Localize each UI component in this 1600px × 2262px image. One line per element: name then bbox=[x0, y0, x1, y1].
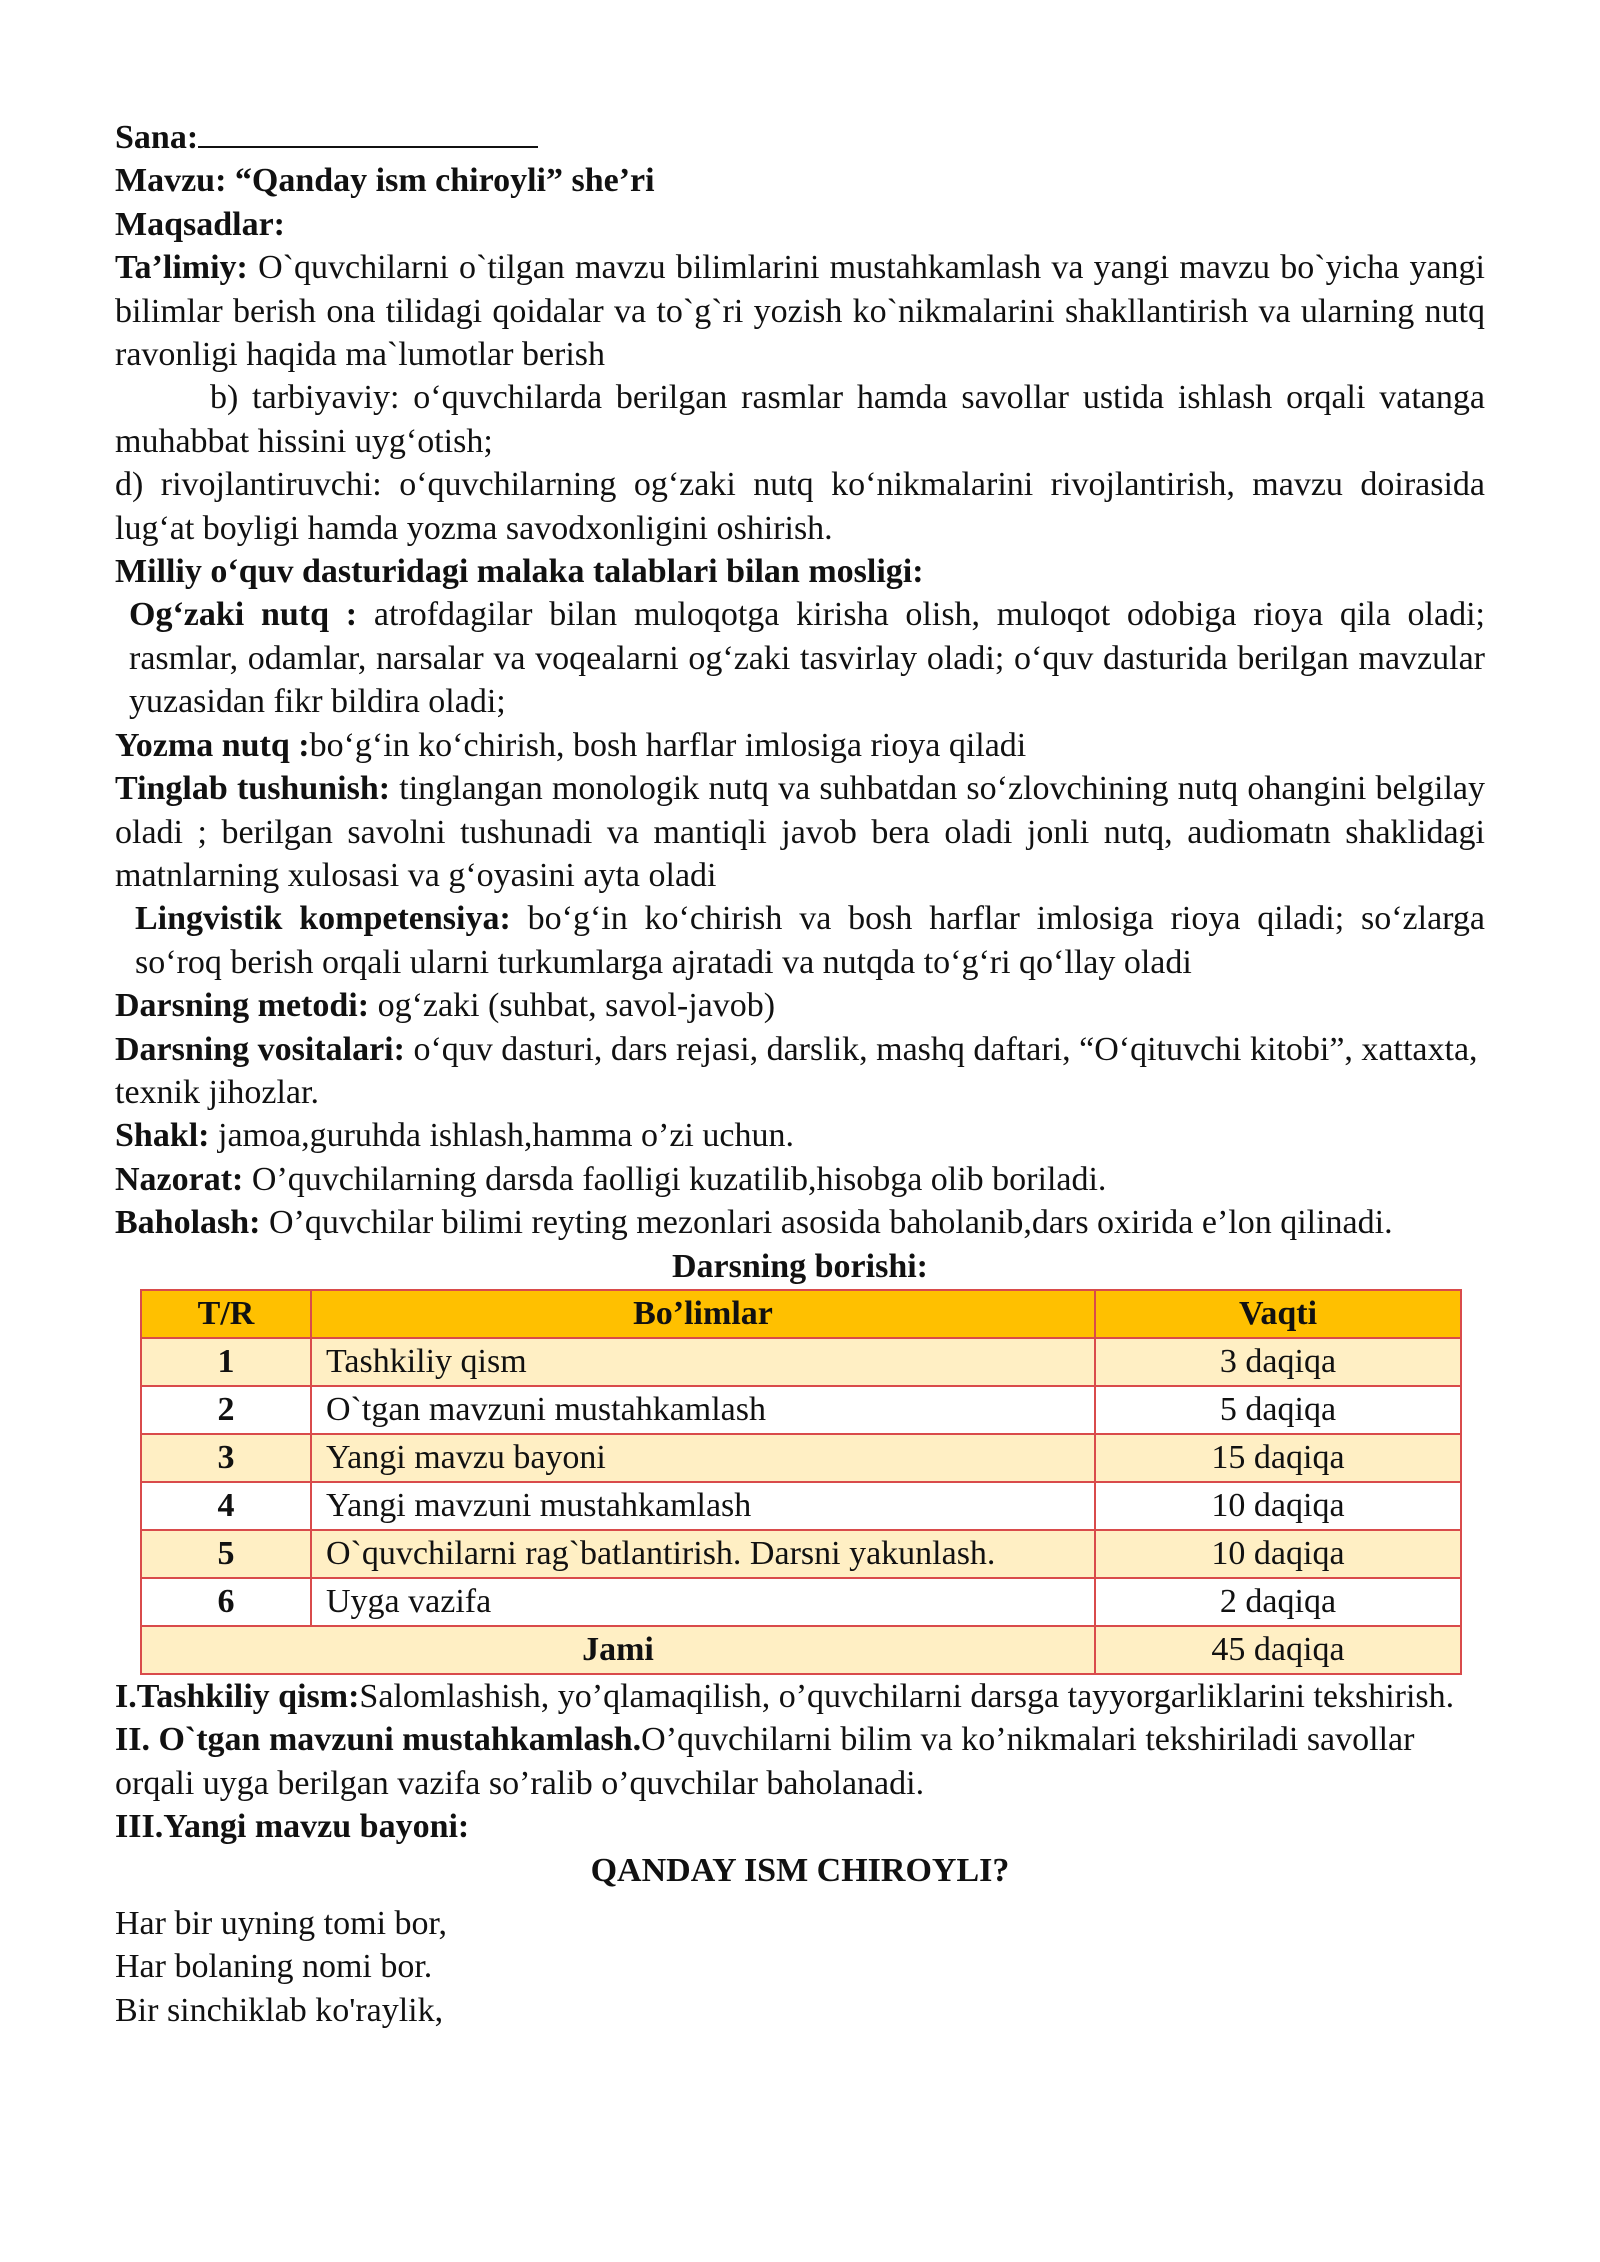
nazorat-text: O’quvchilarning darsda faolligi kuzatilib,hisobga olib boriladi. bbox=[243, 1160, 1107, 1198]
vosita-text: o‘quv dasturi, dars rejasi, darslik, mashq daftari, “O‘qituvchi kitobi”, xattaxta, texnik jihozlar. bbox=[115, 1030, 1478, 1111]
row-number: 1 bbox=[141, 1338, 311, 1386]
tinglab-label: Tinglab tushunish: bbox=[115, 770, 391, 808]
total-time: 45 daqiqa bbox=[1095, 1626, 1461, 1674]
row-section: Yangi mavzuni mustahkamlash bbox=[311, 1482, 1095, 1530]
row-time: 2 daqiqa bbox=[1095, 1578, 1461, 1626]
tinglab-text: tinglangan monologik nutq va suhbatdan so‘zlovchining nutq ohangini belgilay oladi ; berilgan savolni tushunadi va mantiqli javob bera oladi jonli nutq, audiomatn shaklidagi matnlarning xulosasi va g‘oyasini ayta oladi bbox=[115, 770, 1486, 894]
row-number: 6 bbox=[141, 1578, 311, 1626]
shakl-text: jamoa,guruhda ishlash,hamma o’zi uchun. bbox=[209, 1117, 794, 1155]
ogzaki-label: Og‘zaki nutq : bbox=[129, 596, 358, 634]
plan-title: Darsning borishi: bbox=[672, 1247, 928, 1285]
row-time: 3 daqiqa bbox=[1095, 1338, 1461, 1386]
row-time: 5 daqiqa bbox=[1095, 1386, 1461, 1434]
row-time: 10 daqiqa bbox=[1095, 1530, 1461, 1578]
row-section: O`quvchilarni rag`batlantirish. Darsni yakunlash. bbox=[311, 1530, 1095, 1578]
table-row bbox=[141, 1338, 1461, 1386]
mavzu-text: “Qanday ism chiroyli” she’ri bbox=[226, 162, 655, 200]
sana-line bbox=[115, 114, 1485, 159]
table-row bbox=[141, 1530, 1461, 1578]
vosita-label: Darsning vositalari: bbox=[115, 1030, 405, 1068]
row-section: Yangi mavzu bayoni bbox=[311, 1434, 1095, 1482]
row-number: 4 bbox=[141, 1482, 311, 1530]
poem-line: Har bir uyning tomi bor, bbox=[115, 1905, 447, 1942]
row-time: 10 daqiqa bbox=[1095, 1482, 1461, 1530]
stage-2-paragraph bbox=[115, 1718, 1485, 1805]
table-row bbox=[141, 1386, 1461, 1434]
lingvistik-paragraph bbox=[115, 897, 1485, 984]
row-number: 3 bbox=[141, 1434, 311, 1482]
poem-line: Bir sinchiklab ko'raylik, bbox=[115, 1991, 444, 2029]
row-section: Uyga vazifa bbox=[311, 1578, 1095, 1626]
row-section: Tashkiliy qism bbox=[311, 1338, 1095, 1386]
lesson-plan-text bbox=[115, 114, 1485, 2032]
sana-blank bbox=[198, 114, 538, 148]
ogzaki-paragraph bbox=[115, 593, 1485, 723]
tinglab-paragraph bbox=[115, 767, 1485, 897]
rivojlantiruvchi-paragraph: d) rivojlantiruvchi: o‘quvchilarning og‘zaki nutq ko‘nikmalarini rivojlantirish, mavzu doirasida lug‘at boyligi hamda yozma savodxonligini oshirish. bbox=[115, 466, 1485, 547]
poem-gap bbox=[115, 1892, 1485, 1902]
nazorat-label: Nazorat: bbox=[115, 1160, 244, 1198]
talimiy-paragraph bbox=[115, 246, 1485, 376]
total-label: Jami bbox=[141, 1626, 1095, 1674]
stage-3-heading: III.Yangi mavzu bayoni: bbox=[115, 1808, 470, 1846]
metod-paragraph bbox=[115, 984, 1485, 1027]
mavzu-line bbox=[115, 159, 1485, 202]
baholash-paragraph bbox=[115, 1201, 1485, 1244]
table-total-row bbox=[141, 1626, 1461, 1674]
table-row bbox=[141, 1578, 1461, 1626]
stage-1-text: Salomlashish, yo’qlamaqilish, o’quvchilarni darsga tayyorgarliklarini tekshirish. bbox=[359, 1677, 1455, 1715]
table-row bbox=[141, 1434, 1461, 1482]
table-header-row bbox=[141, 1290, 1461, 1338]
metod-text: og‘zaki (suhbat, savol-javob) bbox=[369, 987, 776, 1025]
baholash-label: Baholash: bbox=[115, 1204, 261, 1242]
stage-2-label: II. O`tgan mavzuni mustahkamlash. bbox=[115, 1721, 642, 1759]
header-tr: T/R bbox=[141, 1290, 311, 1338]
talimiy-text: O`quvchilarni o`tilgan mavzu bilimlarini mustahkamlash va yangi mavzu bo`yicha yangi bilimlar berish ona tilidagi qoidalar va to`g`ri yozish ko`nikmalarini shakllantirish va ularning nutq ravonligi haqida ma`lumotlar berish bbox=[115, 249, 1485, 374]
sana-label: Sana: bbox=[115, 119, 199, 156]
stage-1-label: I.Tashkiliy qism: bbox=[115, 1677, 360, 1715]
row-time: 15 daqiqa bbox=[1095, 1434, 1461, 1482]
lingvistik-text: bo‘g‘in ko‘chirish va bosh harflar imlosiga rioya qiladi; so‘zlarga so‘roq berish orqali ularni turkumlarga ajratadi va nutqda to‘g‘ri qo‘llay oladi bbox=[135, 900, 1485, 981]
row-number: 2 bbox=[141, 1386, 311, 1434]
tarbiyaviy-paragraph: b) tarbiyaviy: o‘quvchilarda berilgan rasmlar hamda savollar ustida ishlash orqali vatanga muhabbat hissini uyg‘otish; bbox=[115, 379, 1485, 460]
talimiy-label: Ta’limiy: bbox=[115, 249, 248, 287]
stage-2-text: O’quvchilarni bilim va ko’nikmalari tekshiriladi savollar orqali uyga berilgan vazifa so’ralib o’quvchilar baholanadi. bbox=[115, 1721, 1415, 1802]
yozma-paragraph bbox=[115, 724, 1485, 767]
lesson-plan-table bbox=[140, 1289, 1462, 1675]
header-bolimlar: Bo’limlar bbox=[311, 1290, 1095, 1338]
yozma-label: Yozma nutq : bbox=[115, 726, 310, 764]
nazorat-paragraph bbox=[115, 1158, 1485, 1201]
mavzu-label: Mavzu: bbox=[115, 162, 227, 200]
vosita-paragraph bbox=[115, 1028, 1485, 1115]
shakl-label: Shakl: bbox=[115, 1117, 210, 1155]
poem-title: QANDAY ISM CHIROYLI? bbox=[590, 1851, 1010, 1889]
baholash-text: O’quvchilar bilimi reyting mezonlari asosida baholanib,dars oxirida e’lon qilinadi. bbox=[260, 1204, 1393, 1242]
shakl-paragraph bbox=[115, 1114, 1485, 1157]
table-row bbox=[141, 1482, 1461, 1530]
ogzaki-text: atrofdagilar bilan muloqotga kirisha olish, muloqot odobiga rioya qila oladi; rasmlar, odamlar, narsalar va voqealarni og‘zaki tasvirlay oladi; o‘quv dasturida berilgan mavzular yuzasidan fikr bildira oladi; bbox=[129, 596, 1485, 721]
lingvistik-label: Lingvistik kompetensiya: bbox=[135, 900, 511, 938]
yozma-text: bo‘g‘in ko‘chirish, bosh harflar imlosiga rioya qiladi bbox=[309, 726, 1027, 764]
poem-lines bbox=[115, 1902, 1485, 2032]
maqsadlar-heading: Maqsadlar: bbox=[115, 205, 285, 243]
stage-1-paragraph bbox=[115, 1675, 1485, 1718]
row-number: 5 bbox=[141, 1530, 311, 1578]
poem-line: Har bolaning nomi bor. bbox=[115, 1948, 433, 1986]
standards-heading: Milliy o‘quv dasturidagi malaka talablari bilan mosligi: bbox=[115, 553, 924, 591]
header-vaqti: Vaqti bbox=[1095, 1290, 1461, 1338]
row-section: O`tgan mavzuni mustahkamlash bbox=[311, 1386, 1095, 1434]
metod-label: Darsning metodi: bbox=[115, 987, 370, 1025]
